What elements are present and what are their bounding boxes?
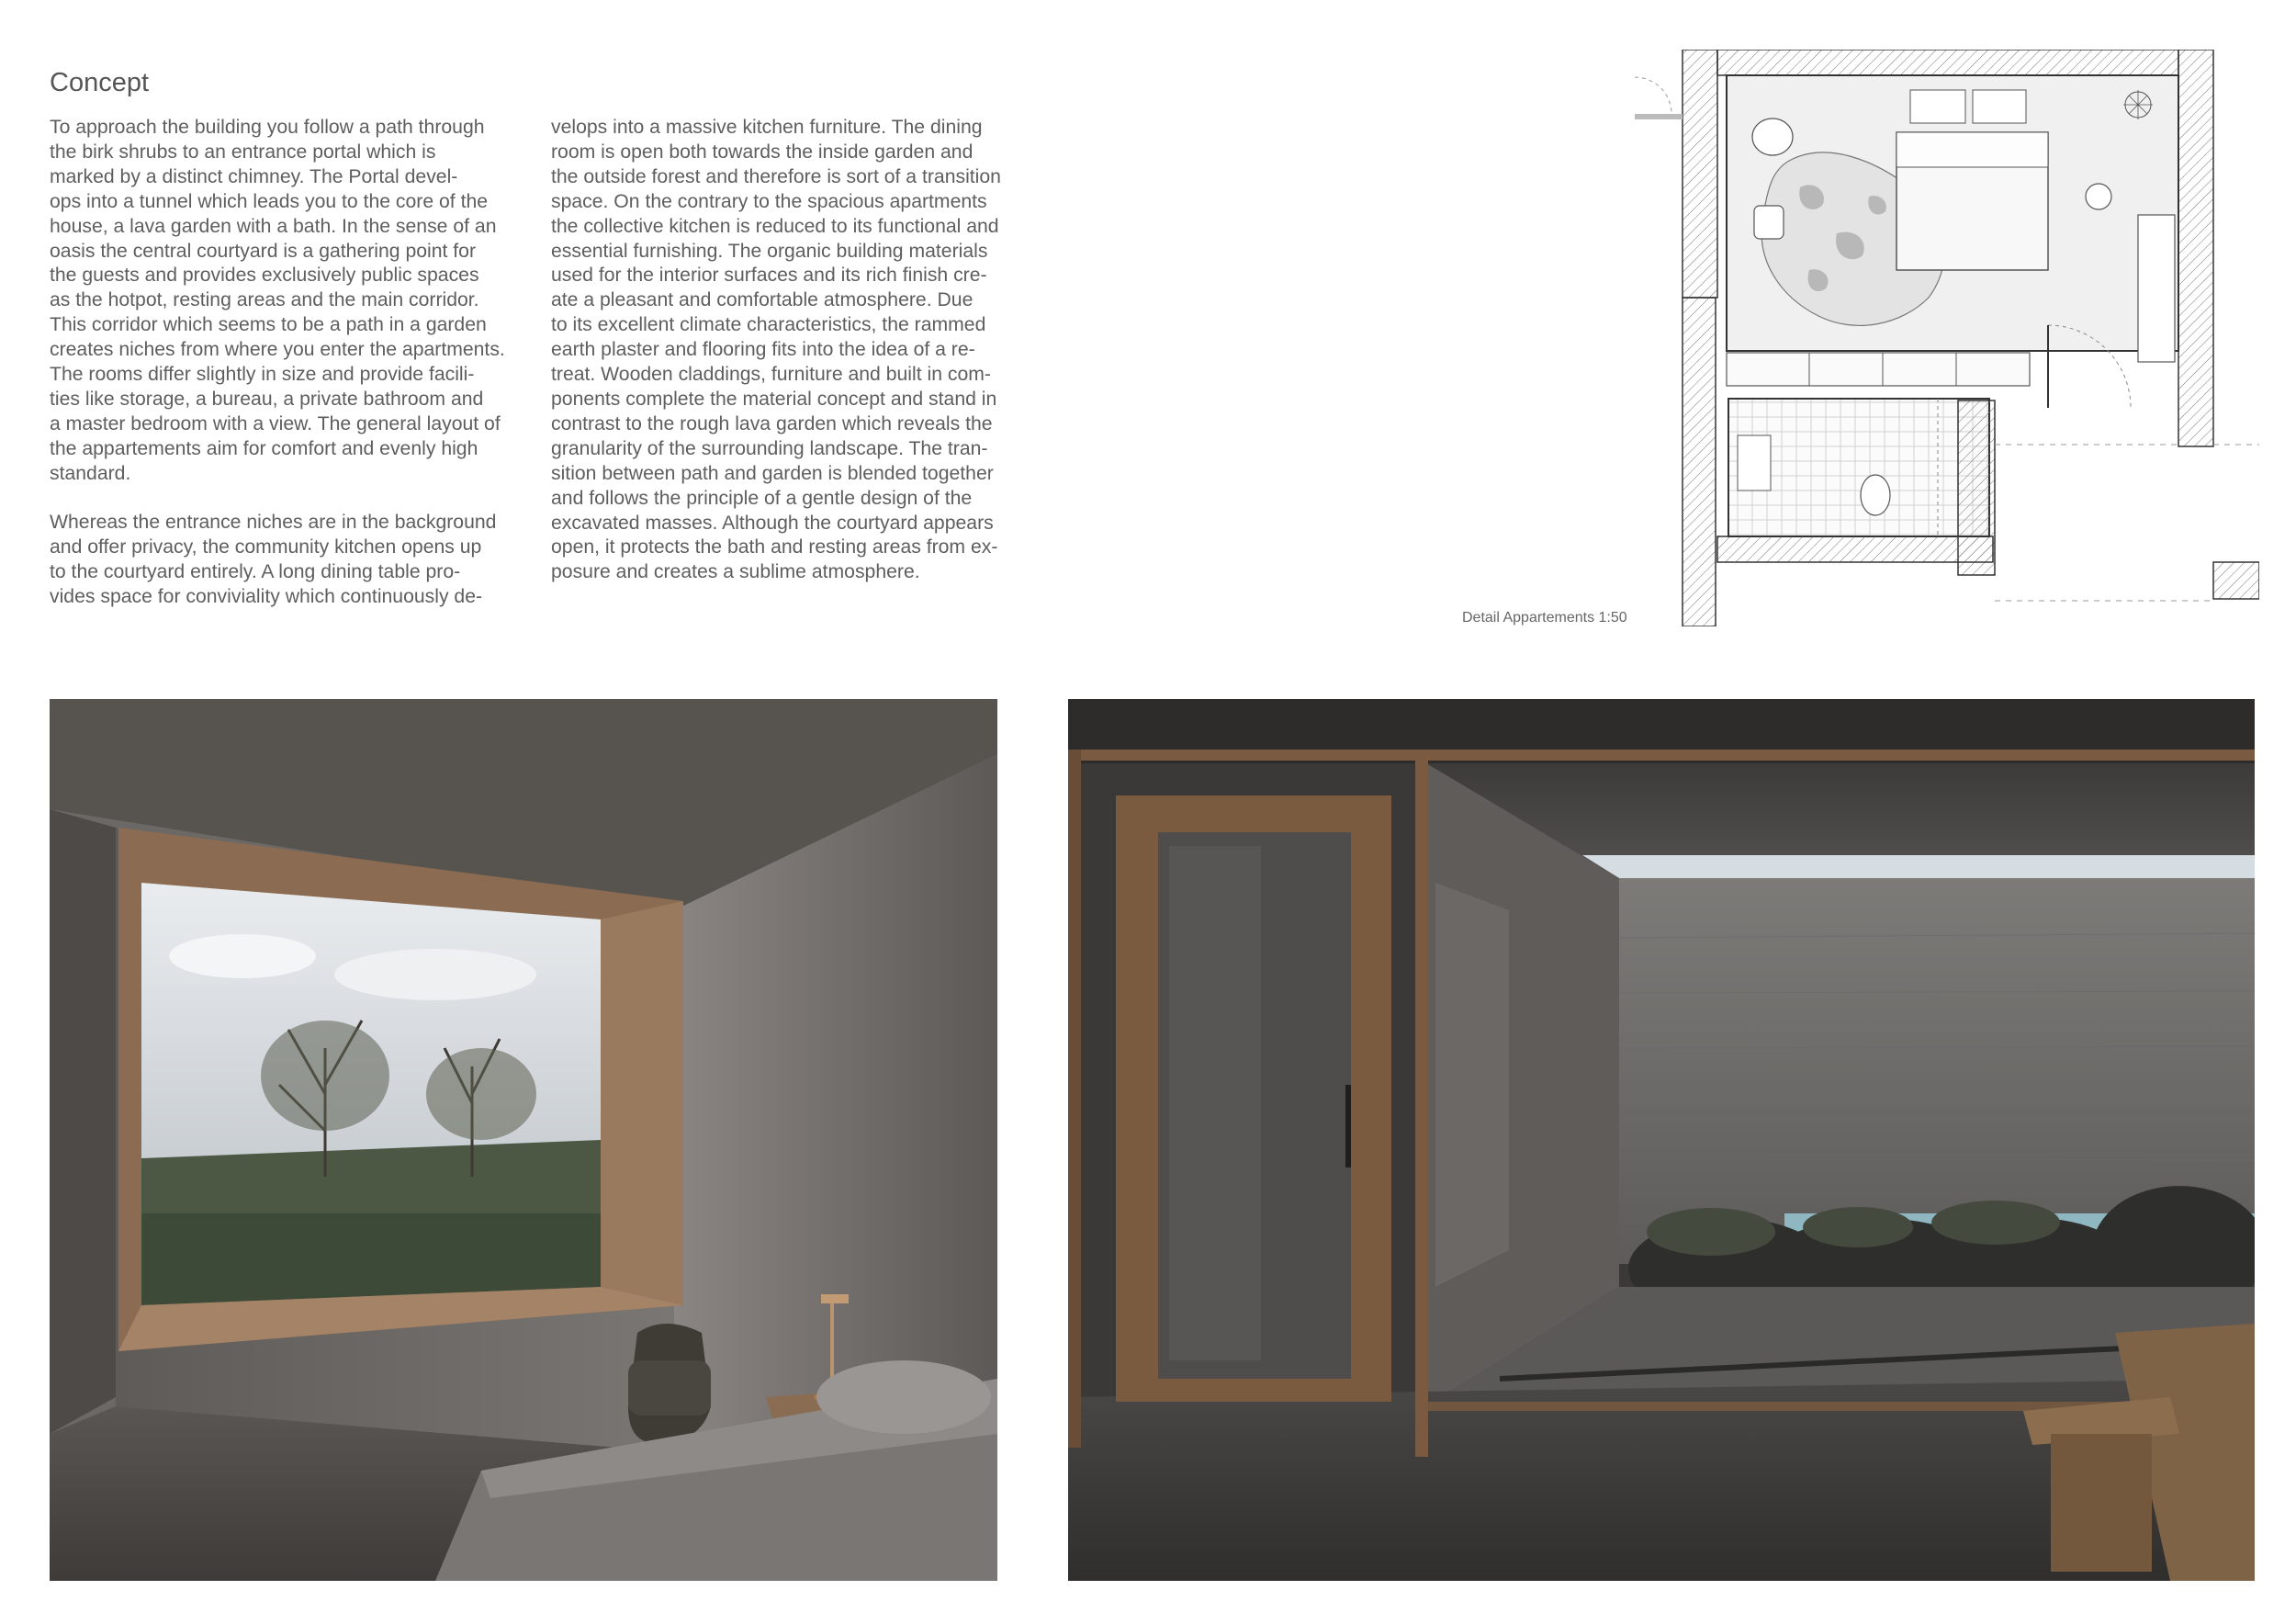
paragraph-kitchen: Whereas the entrance niches are in the background and offer privacy, the community kitchen opens up to the courtyard entirely. A long dining table pro- vides space for conviviality which continuously de- xyxy=(50,512,497,608)
paragraph-approach: To approach the building you follow a path through the birk shrubs to an entrance portal which is marked by a distinct chimney. The Portal devel- ops into a tunnel which leads you to the core of the house, a lava garden with a bath. In the sense of an oasis the central courtyard is a gathering point for the guests and provides exclusively public spaces as the hotpot, resting areas and the main corridor. This corridor which seems to be a path in a garden creates niches from where you enter the apartments. The rooms differ slightly in size and provide facili- ties like storage, a bureau, a private bathroom and a master bedroom with a view. The general layout of the appartements aim for comfort and evenly high standard. xyxy=(50,117,505,484)
floor-plan-drawing xyxy=(1635,50,2259,626)
courtyard-render-image xyxy=(1068,699,2255,1581)
plan-caption: Detail Appartements 1:50 xyxy=(1462,610,1627,626)
page-title: Concept xyxy=(50,68,150,97)
paragraph-materials: velops into a massive kitchen furniture. The dining room is open both towards the inside garden and the outside forest and therefore is sort of a transition space. On the contrary to the spacious apartments the collective kitchen is reduced to its functional and essential furnishing. The organic building materials used for the interior surfaces and its rich finish cre- ate a pleasant and comfortable atmosphere. Due to its excellent climate characteristics, the rammed earth plaster and flooring fits into the idea of a re- treat. Wooden claddings, furniture and built in com- ponents complete the material concept and stand in contrast to the rough lava garden which reveals the granularity of the surrounding landscape. The tran- sition between path and garden is blended together and follows the principle of a gentle design of the excavated masses. Although the courtyard appears open, it protects the bath and resting areas from ex- posure and creates a sublime atmosphere. xyxy=(551,117,1001,583)
text-column-1 xyxy=(50,116,546,635)
bedroom-render-image xyxy=(50,699,997,1581)
text-column-2 xyxy=(551,116,1047,610)
